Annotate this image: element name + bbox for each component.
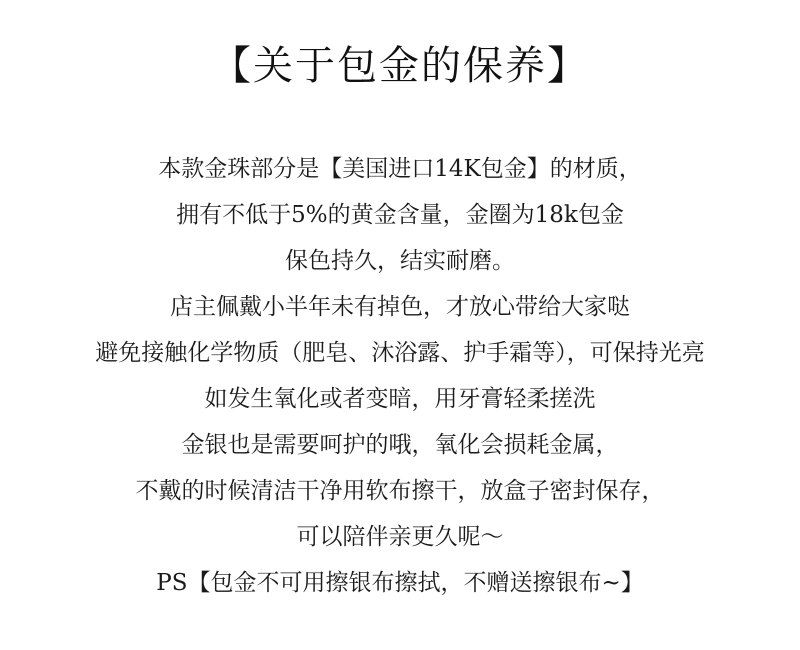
text-line-6: 如发生氧化或者变暗，用牙膏轻柔搓洗 [204, 386, 596, 412]
text-line-10: PS【包金不可用擦银布擦拭，不赠送擦银布~】 [156, 570, 644, 596]
text-line-3: 保色持久，结实耐磨。 [285, 248, 515, 274]
text-line-2: 拥有不低于5%的黄金含量，金圈为18k包金 [176, 202, 624, 228]
text-line-8: 不戴的时候清洁干净用软布擦干，放盒子密封保存， [135, 478, 665, 504]
page-title: 【关于包金的保养】 [211, 43, 589, 89]
care-text-block [0, 146, 800, 606]
text-line-7: 金银也是需要呵护的哦，氧化会损耗金属， [181, 432, 619, 458]
text-line-9: 可以陪伴亲更久呢～ [296, 524, 504, 550]
text-line-1: 本款金珠部分是【美国进口14K包金】的材质， [158, 156, 642, 182]
text-line-4: 店主佩戴小半年未有掉色，才放心带给大家哒 [170, 294, 630, 320]
text-line-5: 避免接触化学物质（肥皂、沐浴露、护手霜等），可保持光亮 [95, 340, 705, 366]
